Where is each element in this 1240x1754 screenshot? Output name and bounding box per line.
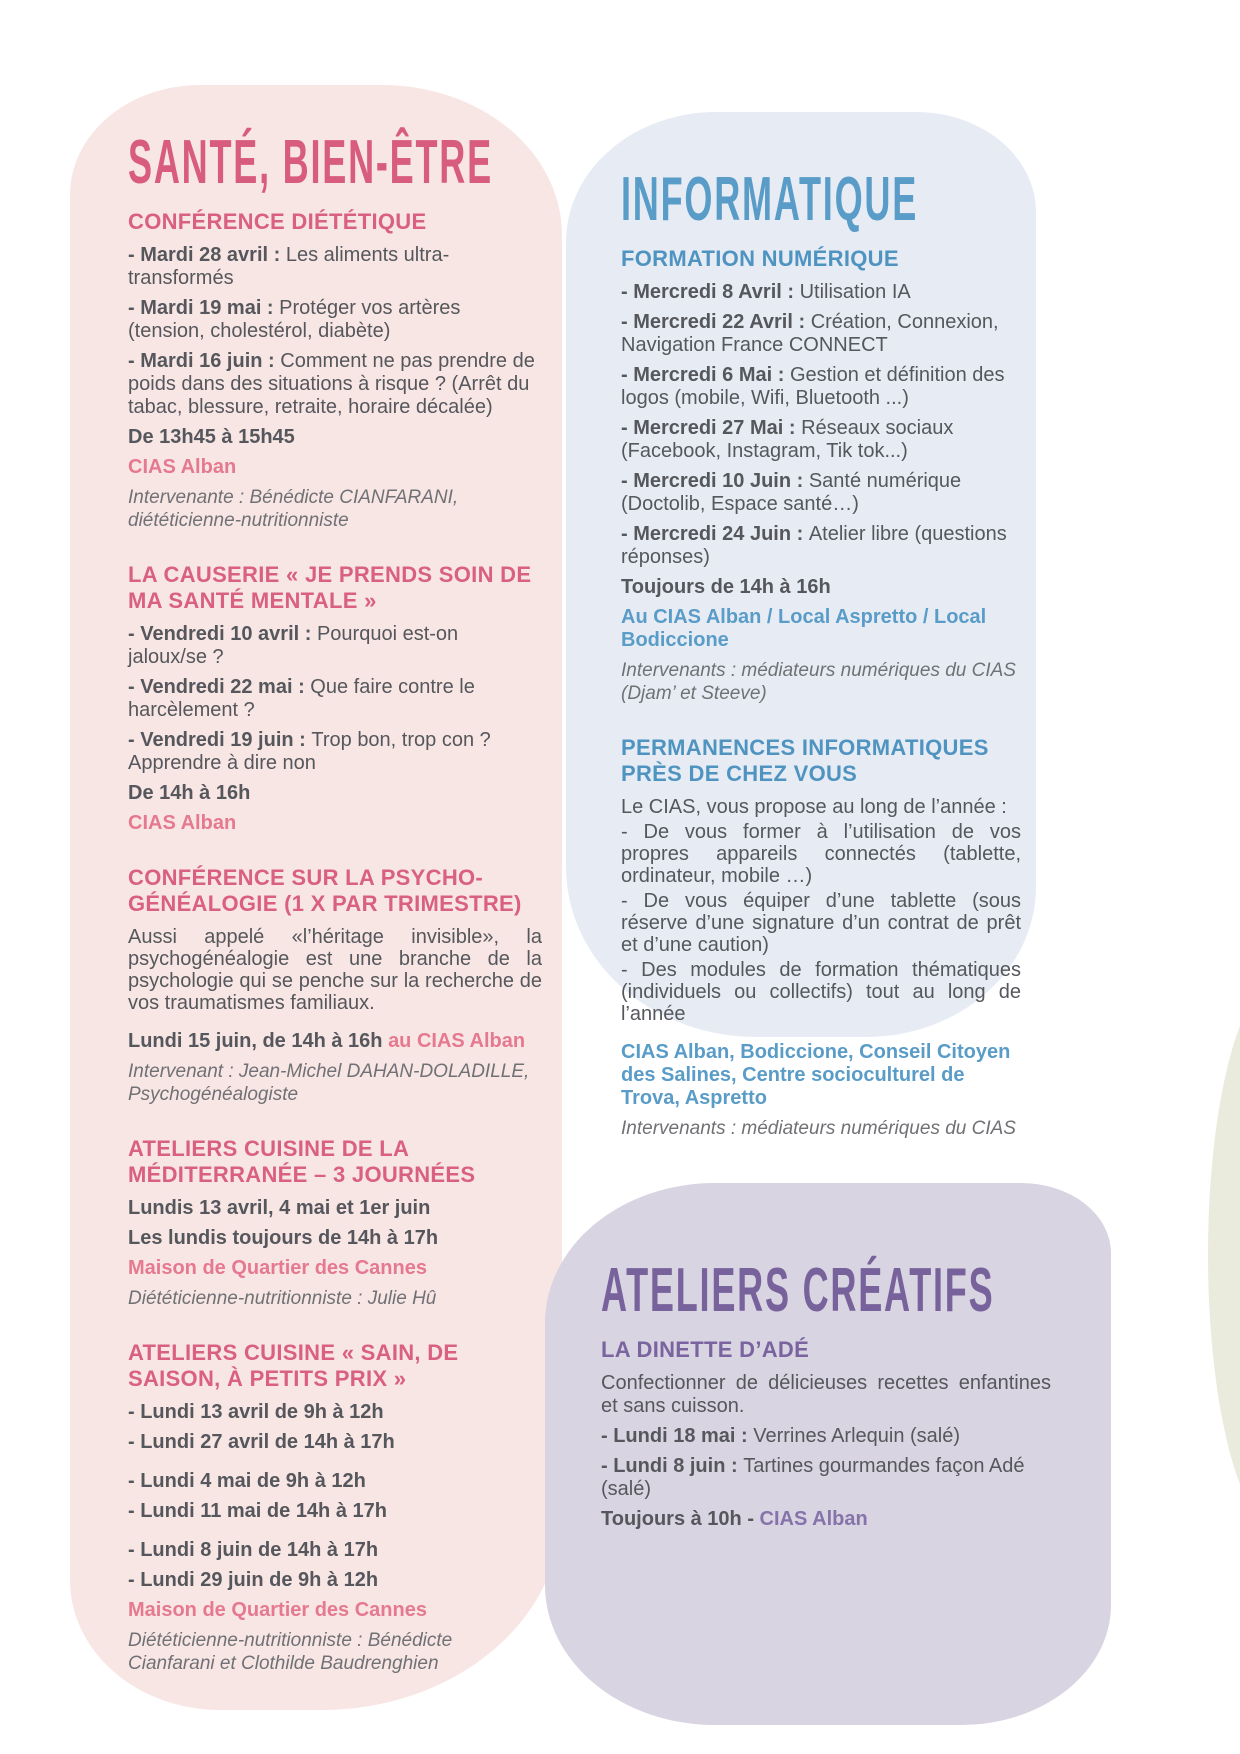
text-segment-italic: Diététicienne-nutritionniste : Bénédicte Cianfarani et Clothilde Baudrenghien	[128, 1630, 453, 1674]
text-line	[128, 1287, 542, 1310]
text-segment-strong: Lundi 15 juin, de 14h à 16h	[128, 1030, 389, 1052]
text-segment-body: Trop bon, trop con ? Apprendre à dire non	[128, 729, 491, 774]
text-segment-body: Tartines gourmandes façon Adé (salé)	[601, 1455, 1025, 1500]
section-sante-title: SANTÉ, BIEN-ÊTRE	[128, 127, 493, 197]
text-line	[621, 281, 1021, 304]
text-segment-accent: Maison de Quartier des Cannes	[128, 1257, 427, 1279]
text-segment-lead: - Mardi 19 mai :	[128, 297, 280, 319]
text-line	[128, 1629, 542, 1675]
event-block	[601, 1337, 1051, 1531]
text-segment-body: Création, Connexion, Navigation France CONNECT	[621, 311, 999, 356]
text-line	[601, 1425, 1051, 1448]
section-informatique-title: INFORMATIQUE	[621, 164, 919, 234]
text-segment-strong: De 14h à 16h	[128, 782, 251, 804]
text-segment-body: Utilisation IA	[799, 281, 911, 303]
text-line	[621, 796, 1021, 818]
text-line	[128, 1227, 542, 1250]
text-segment-italic: Intervenants : médiateurs numériques du CIAS	[621, 1118, 1016, 1139]
decorative-olive-blob	[1208, 975, 1240, 1535]
text-line	[621, 890, 1021, 956]
text-segment-italic: Diététicienne-nutritionniste : Julie Hû	[128, 1288, 437, 1309]
text-line	[601, 1508, 1051, 1531]
text-segment-body: Réseaux sociaux (Facebook, Instagram, Tik tok...)	[621, 417, 954, 462]
text-line	[128, 1431, 542, 1454]
text-segment-body: Les aliments ultra-transformés	[128, 244, 450, 289]
block-heading: FORMATION NUMÉRIQUE	[621, 246, 899, 271]
text-segment-body: Protéger vos artères (tension, cholestérol, diabète)	[128, 297, 461, 342]
text-segment-body: Santé numérique (Doctolib, Espace santé…)	[621, 470, 962, 515]
text-line	[621, 576, 1021, 599]
block-heading: LA DINETTE D’ADÉ	[601, 1337, 810, 1362]
text-segment-strong: Les lundis toujours de 14h à 17h	[128, 1227, 439, 1249]
event-block	[128, 209, 542, 532]
text-segment-italic: Intervenant : Jean-Michel DAHAN-DOLADILLE, Psychogénéalogiste	[128, 1061, 530, 1105]
text-segment-body: Comment ne pas prendre de poids dans des situations à risque ? (Arrêt du tabac, blessure, retraite, horaire décalée)	[128, 350, 535, 418]
text-line	[621, 470, 1021, 516]
text-segment-lead: - Lundi 8 juin :	[601, 1455, 744, 1477]
text-segment-strong: - Lundi 8 juin de 14h à 17h	[128, 1539, 379, 1561]
section-informatique-content	[621, 246, 1021, 1140]
text-segment-lead: - Mercredi 8 Avril :	[621, 281, 800, 303]
section-ateliers-title-area	[601, 1255, 1051, 1337]
text-line	[128, 244, 542, 290]
text-segment-lead: - Mercredi 27 Mai :	[621, 417, 802, 439]
text-line	[621, 523, 1021, 569]
text-segment-lead: - Vendredi 10 avril :	[128, 623, 317, 645]
event-block	[621, 735, 1021, 1140]
text-segment-strong: - Lundi 13 avril de 9h à 12h	[128, 1401, 384, 1423]
text-segment-lead: - Mercredi 6 Mai :	[621, 364, 790, 386]
text-segment-body: Confectionner de délicieuses recettes enfantines et sans cuisson.	[601, 1372, 1051, 1417]
block-heading: CONFÉRENCE DIÉTÉTIQUE	[128, 209, 427, 234]
text-line	[621, 1041, 1021, 1110]
text-line	[128, 1470, 542, 1493]
text-segment-lead: - Vendredi 22 mai :	[128, 676, 311, 698]
text-line	[621, 659, 1021, 705]
text-segment-strong: - Lundi 29 juin de 9h à 12h	[128, 1569, 379, 1591]
text-segment-strong: De 13h45 à 15h45	[128, 426, 295, 448]
event-block	[128, 1340, 542, 1675]
block-heading: LA CAUSERIE « JE PRENDS SOIN DE MA SANTÉ MENTALE »	[128, 562, 532, 613]
text-line	[601, 1372, 1051, 1418]
section-ateliers-creatifs	[545, 1183, 1111, 1725]
text-segment-accent: CIAS Alban, Bodiccione, Conseil Citoyen des Salines, Centre socioculturel de Trova, Aspretto	[621, 1041, 1011, 1109]
text-segment-accent: Au CIAS Alban / Local Aspretto / Local Bodiccione	[621, 606, 987, 651]
text-line	[128, 1569, 542, 1592]
text-segment-lead: - Mercredi 10 Juin :	[621, 470, 809, 492]
text-segment-lead: - Mardi 16 juin :	[128, 350, 281, 372]
text-segment-body: - De vous former à l’utilisation de vos propres appareils connectés (tablette, ordinateur, mobile …)	[621, 821, 1021, 887]
text-line	[128, 1060, 542, 1106]
text-line	[128, 426, 542, 449]
section-sante-content	[128, 209, 542, 1675]
text-segment-accent: CIAS Alban	[128, 456, 237, 478]
text-line	[621, 364, 1021, 410]
text-segment-strong: - Lundi 27 avril de 14h à 17h	[128, 1431, 395, 1453]
event-block	[128, 865, 542, 1106]
text-segment-body: Aussi appelé «l’héritage invisible», la psychogénéalogie est une branche de la psychologie qui se penche sur la recherche de vos traumatismes familiaux.	[128, 926, 542, 1014]
text-segment-lead: - Mercredi 24 Juin :	[621, 523, 809, 545]
block-heading: ATELIERS CUISINE DE LA MÉDITERRANÉE – 3 JOURNÉES	[128, 1136, 476, 1187]
text-segment-lead: - Mercredi 22 Avril :	[621, 311, 811, 333]
text-segment-body: Que faire contre le harcèlement ?	[128, 676, 475, 721]
text-line	[128, 1257, 542, 1280]
event-block	[621, 246, 1021, 705]
text-line	[601, 1455, 1051, 1501]
text-line	[128, 729, 542, 775]
text-segment-lead: - Lundi 18 mai :	[601, 1425, 754, 1447]
section-ateliers-content	[601, 1337, 1051, 1531]
text-line	[128, 1197, 542, 1220]
text-segment-body: - De vous équiper d’une tablette (sous réserve d’une signature d’un contrat de prêt et d’une caution)	[621, 890, 1021, 956]
block-heading: CONFÉRENCE SUR LA PSYCHO-GÉNÉALOGIE (1 X PAR TRIMESTRE)	[128, 865, 522, 916]
text-line	[128, 782, 542, 805]
text-segment-body: - Des modules de formation thématiques (individuels ou collectifs) tout au long de l’année	[621, 959, 1021, 1025]
text-segment-strong: Toujours de 14h à 16h	[621, 576, 831, 598]
section-sante-title-area	[128, 127, 542, 209]
text-segment-accent: CIAS Alban	[759, 1508, 868, 1530]
text-line	[128, 1539, 542, 1562]
text-segment-accent: au CIAS Alban	[388, 1030, 526, 1052]
text-segment-body: Le CIAS, vous propose au long de l’année :	[621, 796, 1007, 818]
text-segment-lead: - Vendredi 19 juin :	[128, 729, 312, 751]
text-line	[128, 1599, 542, 1622]
section-sante-bien-etre	[70, 85, 562, 1710]
text-segment-strong: - Lundi 11 mai de 14h à 17h	[128, 1500, 387, 1522]
text-segment-accent: Maison de Quartier des Cannes	[128, 1599, 427, 1621]
text-segment-italic: Intervenants : médiateurs numériques du CIAS (Djam’ et Steeve)	[621, 660, 1016, 704]
text-segment-strong: Lundis 13 avril, 4 mai et 1er juin	[128, 1197, 431, 1219]
text-line	[128, 297, 542, 343]
text-line	[621, 311, 1021, 357]
section-informatique-title-area	[621, 164, 1021, 246]
section-informatique	[566, 112, 1036, 1139]
text-segment-lead: - Mardi 28 avril :	[128, 244, 286, 266]
text-line	[621, 959, 1021, 1025]
text-line	[128, 1401, 542, 1424]
text-line	[128, 1030, 542, 1053]
text-line	[128, 926, 542, 1014]
text-line	[128, 1500, 542, 1523]
text-segment-strong: Toujours à 10h -	[601, 1508, 760, 1530]
text-segment-body: Atelier libre (questions réponses)	[621, 523, 1007, 568]
text-segment-body: Verrines Arlequin (salé)	[753, 1425, 961, 1447]
text-line	[621, 821, 1021, 887]
event-block	[128, 562, 542, 835]
text-line	[128, 676, 542, 722]
section-ateliers-title: ATELIERS CRÉATIFS	[601, 1255, 995, 1325]
text-line	[621, 1117, 1021, 1140]
block-heading: PERMANENCES INFORMATIQUES PRÈS DE CHEZ VOUS	[621, 735, 989, 786]
event-block	[128, 1136, 542, 1310]
text-segment-body: Pourquoi est-on jaloux/se ?	[128, 623, 459, 668]
text-line	[128, 350, 542, 419]
text-segment-italic: Intervenante : Bénédicte CIANFARANI, diététicienne-nutritionniste	[128, 487, 459, 531]
text-line	[128, 486, 542, 532]
text-line	[128, 623, 542, 669]
text-segment-strong: - Lundi 4 mai de 9h à 12h	[128, 1470, 366, 1492]
text-segment-body: Gestion et définition des logos (mobile, Wifi, Bluetooth ...)	[621, 364, 1005, 409]
text-line	[128, 456, 542, 479]
text-line	[128, 812, 542, 835]
text-segment-accent: CIAS Alban	[128, 812, 237, 834]
text-line	[621, 417, 1021, 463]
text-line	[621, 606, 1021, 652]
block-heading: ATELIERS CUISINE « SAIN, DE SAISON, À PETITS PRIX »	[128, 1340, 459, 1391]
